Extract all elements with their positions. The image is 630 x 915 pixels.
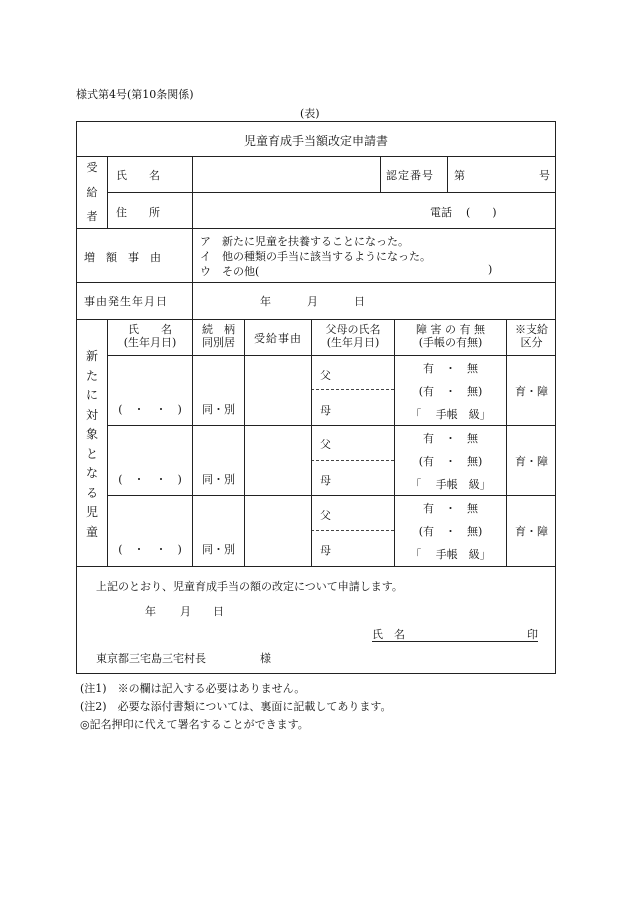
address-label: 住 所: [116, 206, 160, 219]
handbook-grade[interactable]: 「 手帳 級」: [410, 478, 491, 491]
header-disability: 障 害 の 有 無 (手帳の有無): [416, 323, 485, 349]
header-reason: 受給事由: [254, 332, 302, 345]
payment-category: 育・障: [515, 525, 548, 538]
child-birthdate[interactable]: ( ・ ・ ): [118, 403, 182, 416]
certification-number-field[interactable]: [470, 160, 534, 188]
occurrence-day: 日: [354, 295, 365, 308]
father-label: 父: [320, 509, 331, 522]
header-parents: 父母の氏名 (生年月日): [325, 323, 381, 349]
mother-label: 母: [320, 474, 331, 487]
child-cohabit[interactable]: 同・別: [202, 473, 235, 486]
disability-status[interactable]: 有 ・ 無: [423, 502, 478, 515]
increase-reason-label: 増 額 事 由: [84, 251, 161, 264]
address-field[interactable]: [196, 196, 421, 224]
seal-mark: 印: [527, 628, 538, 641]
form-side-label: (表): [300, 107, 320, 120]
form-title: 児童育成手当額改定申請書: [243, 134, 388, 148]
increase-option-c[interactable]: ウ その他(: [200, 265, 260, 278]
cert-prefix: 第: [454, 169, 465, 182]
disability-status[interactable]: 有 ・ 無: [423, 362, 478, 375]
declaration-year: 年: [145, 605, 156, 618]
recipient-group-label: 受 給 者: [86, 161, 98, 223]
other-close-paren: ): [488, 263, 493, 276]
disability-status[interactable]: 有 ・ 無: [423, 432, 478, 445]
addressee-honorific: 様: [260, 652, 271, 665]
increase-option-a[interactable]: ア 新たに児童を扶養することになった。: [200, 235, 409, 248]
declaration-month: 月: [180, 605, 191, 618]
header-child-name: 氏 名 (生年月日): [123, 323, 177, 349]
applicant-signature-line[interactable]: [372, 626, 538, 642]
father-label: 父: [320, 369, 331, 382]
note-1: (注1) ※の欄は記入する必要はありません。: [80, 682, 306, 695]
note-3: ◎記名押印に代えて署名することができます。: [80, 718, 309, 731]
occurrence-month: 月: [307, 295, 318, 308]
handbook-status[interactable]: (有 ・ 無): [418, 455, 483, 468]
mother-label: 母: [320, 544, 331, 557]
name-label: 氏 名: [116, 169, 160, 182]
certification-number-label: 認定番号: [386, 169, 434, 182]
phone-field[interactable]: ( ): [466, 206, 497, 219]
applicant-name-label: 氏 名: [372, 628, 405, 641]
form-number: 様式第4号(第10条関係): [76, 88, 194, 101]
header-relation: 続 柄 同別居: [202, 323, 235, 349]
child-cohabit[interactable]: 同・別: [202, 543, 235, 556]
handbook-grade[interactable]: 「 手帳 級」: [410, 548, 491, 561]
handbook-grade[interactable]: 「 手帳 級」: [410, 408, 491, 421]
payment-category: 育・障: [515, 385, 548, 398]
father-label: 父: [320, 438, 331, 451]
cert-suffix: 号: [539, 169, 550, 182]
new-children-label: 新 た に 対 象 と な る 児 童: [85, 349, 98, 539]
occurrence-date-label: 事由発生年月日: [84, 295, 168, 308]
header-category: ※支給 区分: [515, 323, 548, 349]
child-cohabit[interactable]: 同・別: [202, 403, 235, 416]
declaration-text: 上記のとおり、児童育成手当の額の改定について申請します。: [96, 580, 403, 593]
mother-label: 母: [320, 404, 331, 417]
recipient-name-field[interactable]: [196, 160, 376, 188]
phone-label: 電話: [430, 206, 452, 219]
payment-category: 育・障: [515, 455, 548, 468]
handbook-status[interactable]: (有 ・ 無): [418, 385, 483, 398]
note-2: (注2) 必要な添付書類については、裏面に記載してあります。: [80, 700, 392, 713]
child-birthdate[interactable]: ( ・ ・ ): [118, 473, 182, 486]
increase-option-b[interactable]: イ 他の種類の手当に該当するようになった。: [200, 250, 431, 263]
child-birthdate[interactable]: ( ・ ・ ): [118, 543, 182, 556]
declaration-day: 日: [213, 605, 224, 618]
handbook-status[interactable]: (有 ・ 無): [418, 525, 483, 538]
addressee: 東京都三宅島三宅村長: [96, 652, 206, 665]
occurrence-year: 年: [260, 295, 271, 308]
